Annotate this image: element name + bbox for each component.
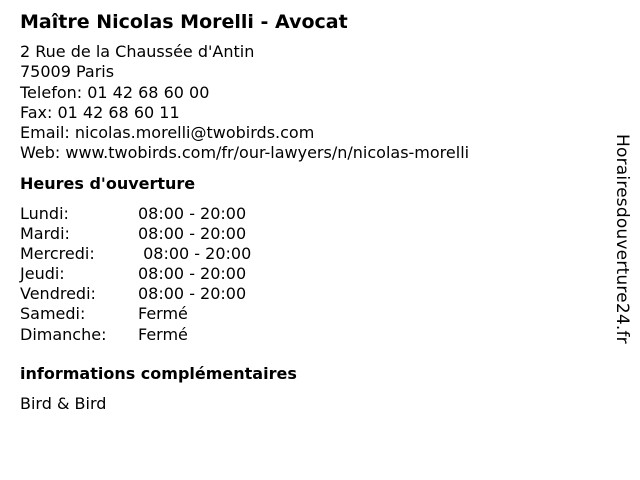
hours-row [20,204,251,224]
hours-time: 08:00 - 20:00 [138,224,247,244]
web-line: Web: www.twobirds.com/fr/our-lawyers/n/nicolas-morelli [20,143,470,163]
hours-row [20,325,251,345]
hours-time: Fermé [138,324,188,344]
hours-table [20,204,251,345]
hours-day: Vendredi: [20,284,96,304]
hours-day: Dimanche: [20,324,107,344]
hours-heading: Heures d'ouverture [20,174,196,193]
site-brand-vertical: Horairesdouverture24.fr [612,134,632,344]
hours-day: Mardi: [20,224,70,244]
hours-row [20,264,251,284]
info-heading: informations complémentaires [20,364,297,383]
fax-line: Fax: 01 42 68 60 11 [20,102,180,122]
hours-row [20,224,251,244]
hours-row [20,304,251,324]
address-line-street: 2 Rue de la Chaussée d'Antin [20,42,255,61]
hours-day: Lundi: [20,204,69,223]
hours-time: 08:00 - 20:00 [138,204,247,223]
hours-day: Jeudi: [20,264,65,284]
business-title: Maître Nicolas Morelli - Avocat [20,11,348,33]
hours-time: 08:00 - 20:00 [138,264,247,284]
hours-day: Samedi: [20,304,86,324]
hours-time: Fermé [138,304,188,324]
hours-time: 08:00 - 20:00 [138,244,252,264]
email-line: Email: nicolas.morelli@twobirds.com [20,123,315,143]
phone-line: Telefon: 01 42 68 60 00 [20,82,210,102]
hours-row [20,284,251,304]
business-card [20,10,600,164]
hours-time: 08:00 - 20:00 [138,284,247,304]
hours-day: Mercredi: [20,244,95,264]
info-text: Bird & Bird [20,394,107,413]
address-line-city: 75009 Paris [20,62,115,82]
hours-row [20,244,251,264]
